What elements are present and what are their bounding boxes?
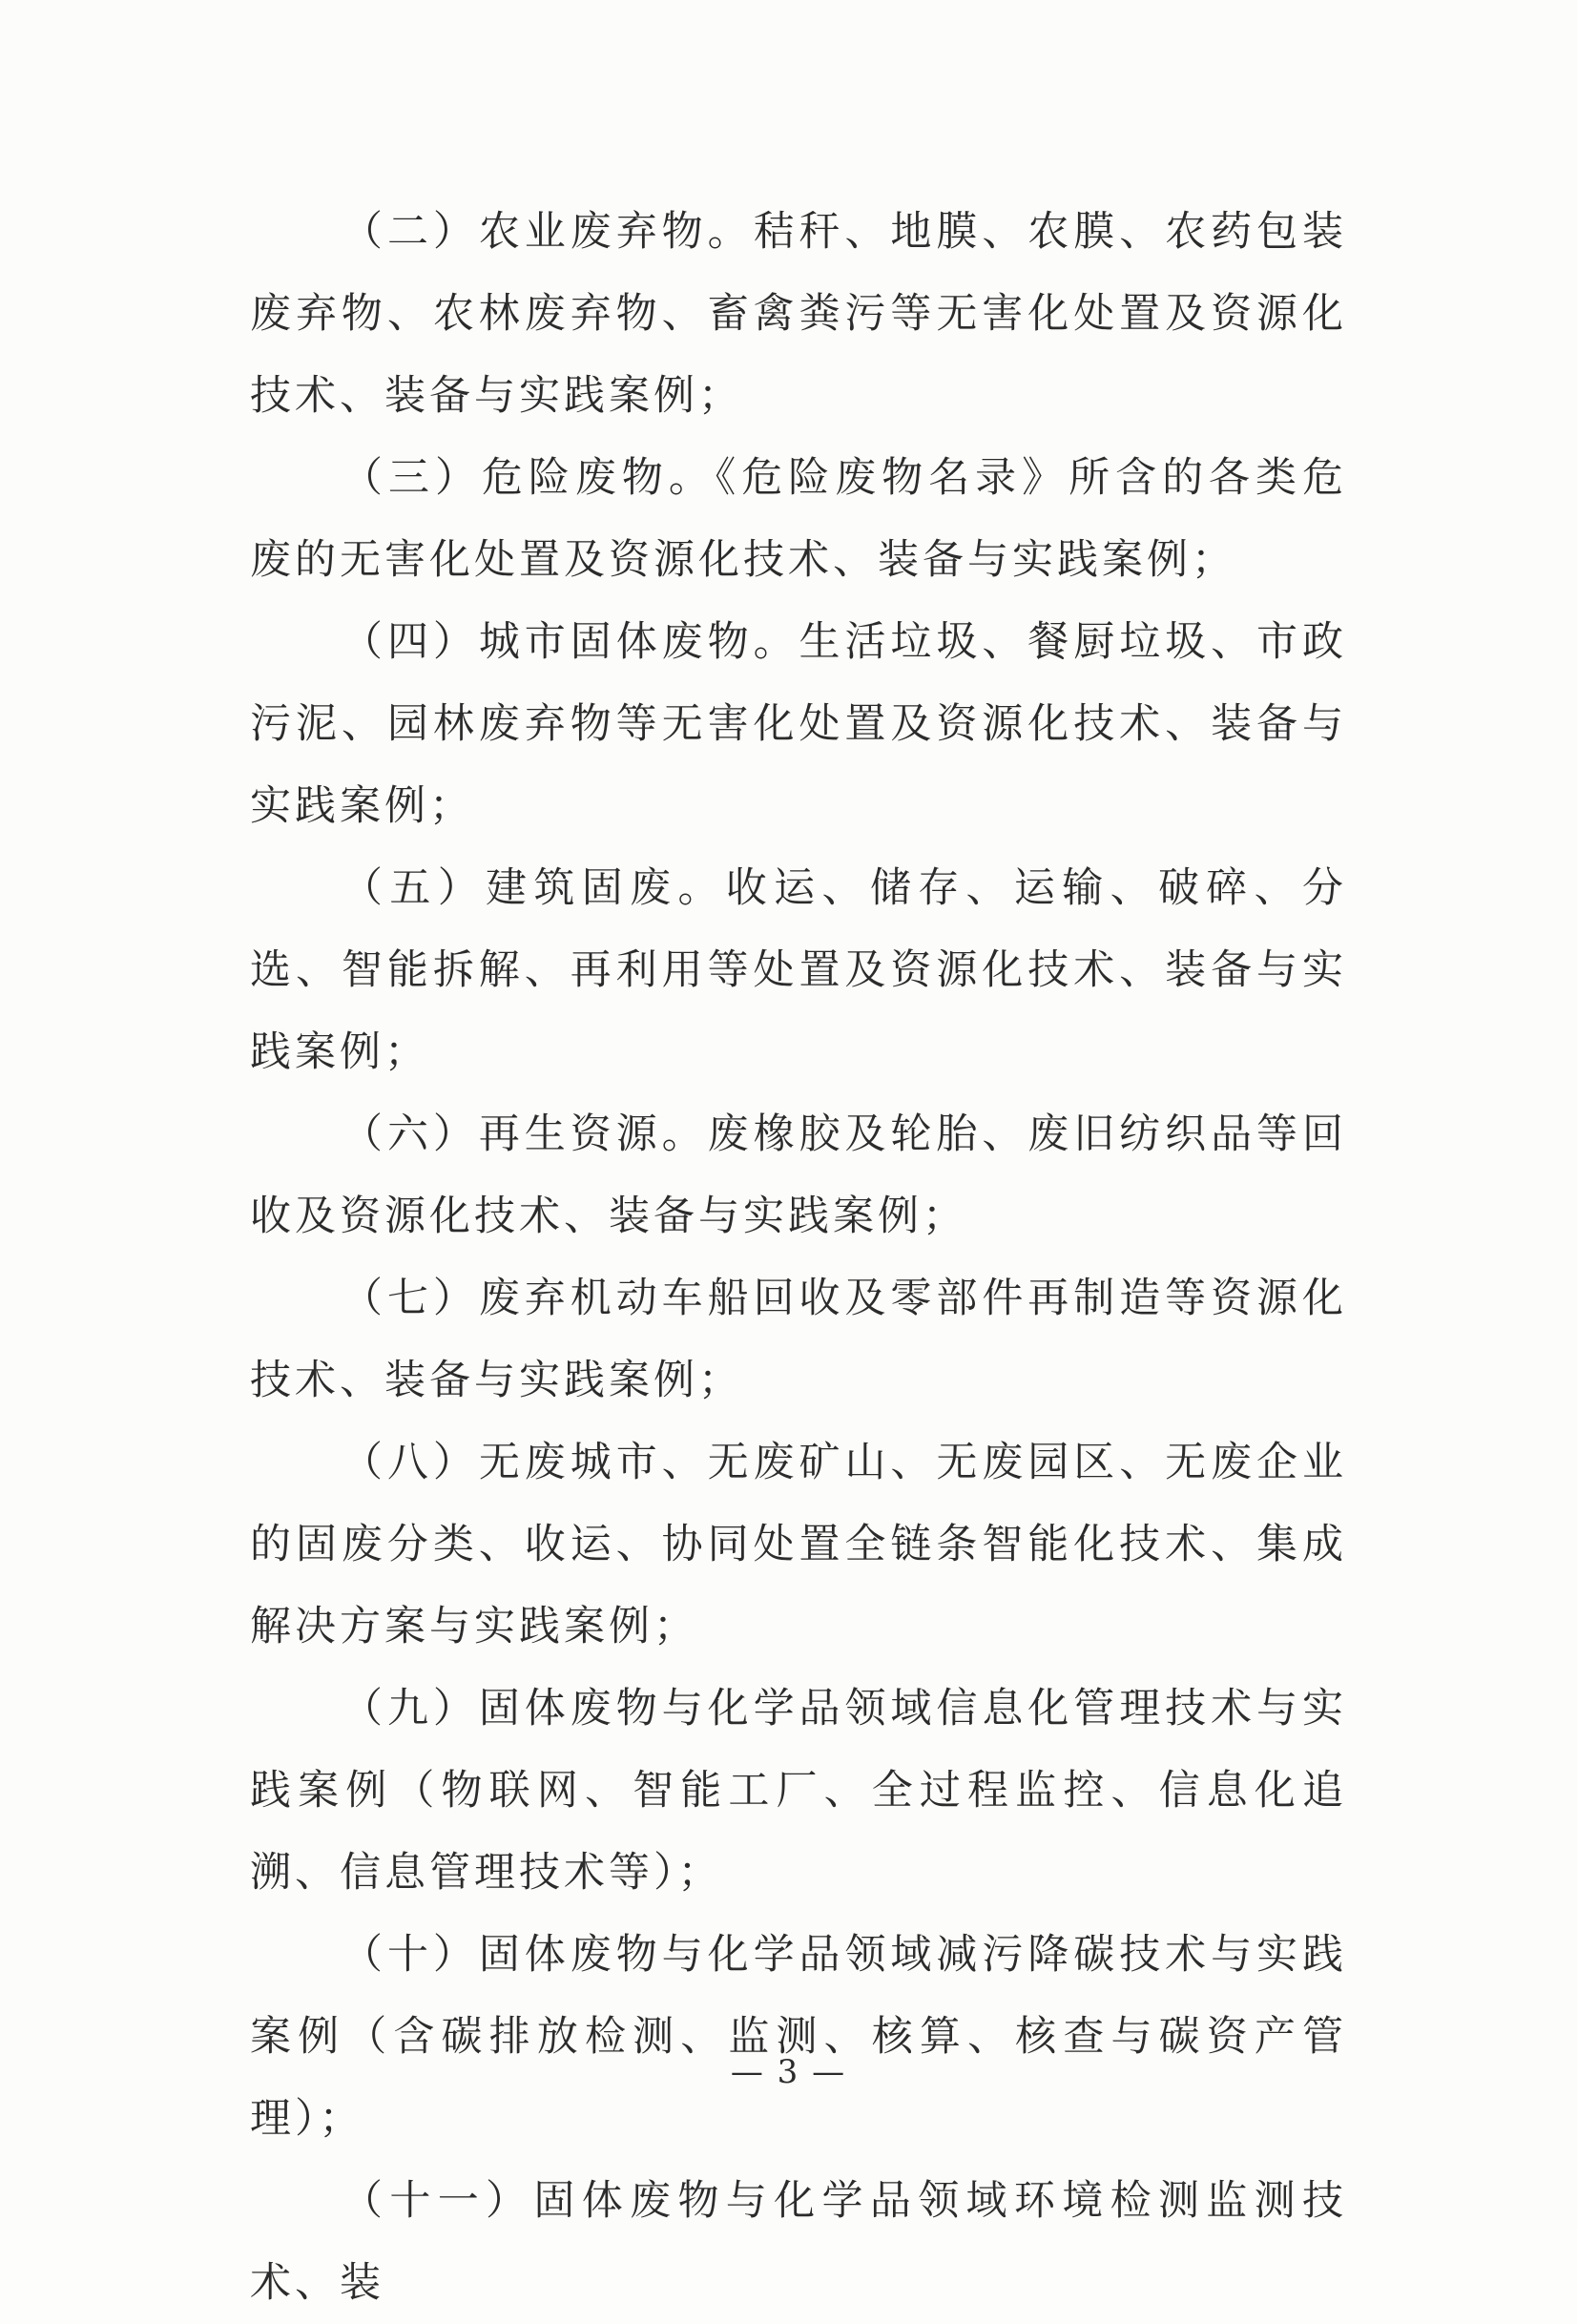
paragraph-zero-waste: （八）无废城市、无废矿山、无废园区、无废企业的固废分类、收运、协同处置全链条智能化技术、集成解决方案与实践案例； — [250, 1439, 1347, 1650]
page-number: — 3 — — [730, 2053, 847, 2091]
paragraph-renewable-resources: （六）再生资源。废橡胶及轮胎、废旧纺织品等回收及资源化技术、装备与实践案例； — [250, 1110, 1347, 1240]
paragraph-vehicle-recycling: （七）废弃机动车船回收及零部件再制造等资源化技术、装备与实践案例； — [250, 1275, 1347, 1404]
paragraph-environmental-monitoring: （十一）固体废物与化学品领域环境检测监测技术、装 — [250, 2177, 1347, 2307]
document-body — [250, 191, 1347, 2324]
paragraph-hazardous-waste: （三）危险废物。《危险废物名录》所含的各类危废的无害化处置及资源化技术、装备与实践案例； — [250, 454, 1347, 584]
paragraph-agricultural-waste: （二）农业废弃物。秸秆、地膜、农膜、农药包装废弃物、农林废弃物、畜禽粪污等无害化处置及资源化技术、装备与实践案例； — [250, 208, 1347, 420]
paragraph-urban-solid-waste: （四）城市固体废物。生活垃圾、餐厨垃圾、市政污泥、园林废弃物等无害化处置及资源化技术、装备与实践案例； — [250, 618, 1347, 830]
paragraph-construction-waste: （五）建筑固废。收运、储存、运输、破碎、分选、智能拆解、再利用等处置及资源化技术、装备与实践案例； — [250, 864, 1347, 1076]
paragraph-carbon-reduction: （十）固体废物与化学品领域减污降碳技术与实践案例（含碳排放检测、监测、核算、核查与碳资产管理）； — [250, 1931, 1347, 2143]
paragraph-information-management: （九）固体废物与化学品领域信息化管理技术与实践案例（物联网、智能工厂、全过程监控、信息化追溯、信息管理技术等）； — [250, 1685, 1347, 1897]
